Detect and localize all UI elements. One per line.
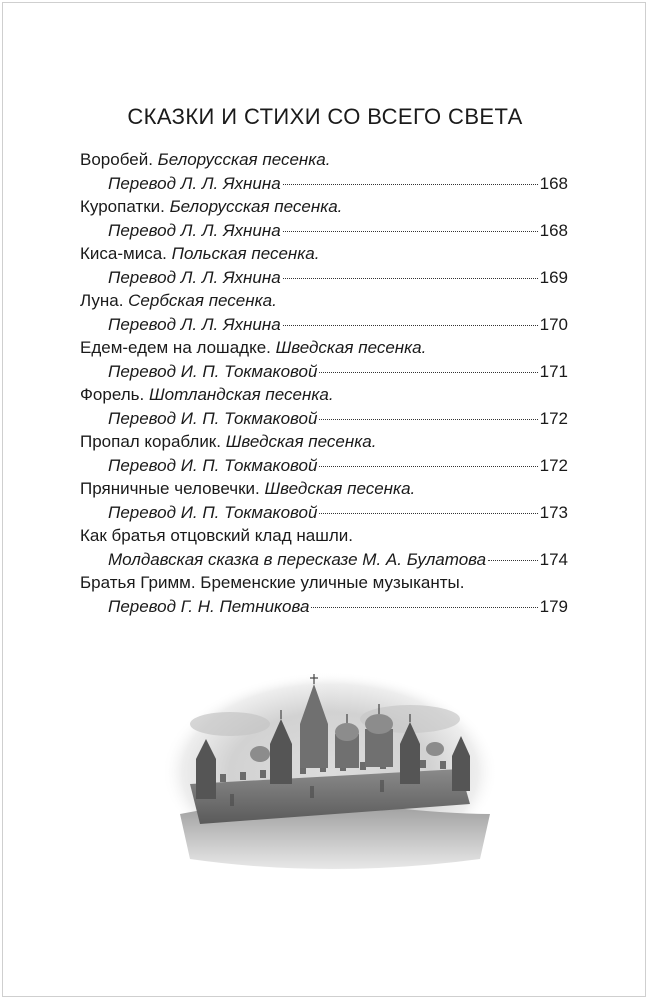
toc-entry-title-line <box>80 290 277 312</box>
toc-entry-title: Куропатки. <box>80 197 165 216</box>
toc-entry-title-line <box>80 525 353 547</box>
toc-entry-subtitle: Шведская песенка. <box>264 479 416 498</box>
toc-entry-credit: Молдавская сказка в пересказе М. А. Булатова <box>108 550 487 569</box>
toc-entry-title-line <box>80 431 376 453</box>
dot-leader <box>488 560 538 561</box>
toc-entry-subtitle: Сербская песенка. <box>128 291 277 310</box>
dot-leader <box>319 466 537 467</box>
toc-entry[interactable] <box>80 478 568 525</box>
toc-entry-credit-line <box>108 455 568 477</box>
toc-entry-credit-line <box>108 220 568 242</box>
toc-entry[interactable] <box>80 243 568 290</box>
table-of-contents <box>80 149 568 619</box>
dot-leader <box>283 278 538 279</box>
toc-entry-page: 172 <box>539 456 568 475</box>
toc-entry-title-line <box>80 243 319 265</box>
toc-entry-credit: Перевод Л. Л. Яхнина <box>108 174 281 193</box>
toc-entry-page: 170 <box>539 315 568 334</box>
toc-entry-credit: Перевод И. П. Токмаковой <box>108 409 318 428</box>
kremlin-illustration <box>160 664 500 874</box>
toc-entry-credit-line <box>108 549 568 571</box>
toc-entry-credit-line <box>108 173 568 195</box>
toc-entry-credit: Перевод Л. Л. Яхнина <box>108 221 281 240</box>
toc-entry-page: 179 <box>539 597 568 616</box>
toc-entry[interactable] <box>80 431 568 478</box>
toc-entry-credit: Перевод Г. Н. Петникова <box>108 597 310 616</box>
toc-entry-page: 172 <box>539 409 568 428</box>
toc-entry[interactable] <box>80 196 568 243</box>
toc-entry-credit-line <box>108 408 568 430</box>
dot-leader <box>319 372 537 373</box>
toc-entry-title-line <box>80 149 330 171</box>
toc-entry-credit-line <box>108 314 568 336</box>
toc-entry-credit-line <box>108 596 568 618</box>
toc-entry-credit: Перевод И. П. Токмаковой <box>108 456 318 475</box>
toc-entry[interactable] <box>80 149 568 196</box>
toc-entry-title: Форель. <box>80 385 145 404</box>
toc-entry[interactable] <box>80 384 568 431</box>
toc-entry-title: Едем-едем на лошадке. <box>80 338 271 357</box>
toc-entry-credit: Перевод Л. Л. Яхнина <box>108 315 281 334</box>
toc-entry-credit-line <box>108 361 568 383</box>
toc-entry-credit: Перевод И. П. Токмаковой <box>108 503 318 522</box>
toc-entry-title: Пряничные человечки. <box>80 479 260 498</box>
toc-entry-page: 173 <box>539 503 568 522</box>
toc-entry-title: Как братья отцовский клад нашли. <box>80 526 353 545</box>
section-heading: СКАЗКИ И СТИХИ СО ВСЕГО СВЕТА <box>127 104 523 129</box>
toc-entry-title-line <box>80 384 334 406</box>
toc-entry-page: 171 <box>539 362 568 381</box>
toc-entry-title-line <box>80 572 464 594</box>
dot-leader <box>319 513 537 514</box>
toc-entry-subtitle: Белорусская песенка. <box>169 197 343 216</box>
toc-entry-title: Пропал кораблик. <box>80 432 221 451</box>
toc-entry[interactable] <box>80 572 568 619</box>
toc-entry-credit-line <box>108 267 568 289</box>
toc-entry-credit-line <box>108 502 568 524</box>
toc-entry-subtitle: Белорусская песенка. <box>157 150 331 169</box>
toc-entry-page: 174 <box>539 550 568 569</box>
toc-entry-title: Воробей. <box>80 150 153 169</box>
toc-entry[interactable] <box>80 525 568 572</box>
toc-entry-title: Братья Гримм. Бременские уличные музыканты. <box>80 573 465 592</box>
toc-entry-title: Луна. <box>80 291 124 310</box>
toc-entry-subtitle: Шведская песенка. <box>275 338 427 357</box>
toc-entry-credit: Перевод Л. Л. Яхнина <box>108 268 281 287</box>
toc-entry[interactable] <box>80 290 568 337</box>
dot-leader <box>283 184 538 185</box>
dot-leader <box>311 607 537 608</box>
toc-entry-page: 168 <box>539 221 568 240</box>
dot-leader <box>283 231 538 232</box>
toc-entry-credit: Перевод И. П. Токмаковой <box>108 362 318 381</box>
toc-entry-subtitle: Польская песенка. <box>171 244 320 263</box>
toc-entry[interactable] <box>80 337 568 384</box>
toc-entry-subtitle: Шотландская песенка. <box>148 385 334 404</box>
toc-entry-page: 168 <box>539 174 568 193</box>
toc-entry-title-line <box>80 478 415 500</box>
dot-leader <box>319 419 537 420</box>
toc-entry-title: Киса-миса. <box>80 244 167 263</box>
toc-entry-title-line <box>80 196 342 218</box>
toc-entry-title-line <box>80 337 426 359</box>
toc-entry-page: 169 <box>539 268 568 287</box>
toc-entry-subtitle: Шведская песенка. <box>225 432 377 451</box>
dot-leader <box>283 325 538 326</box>
